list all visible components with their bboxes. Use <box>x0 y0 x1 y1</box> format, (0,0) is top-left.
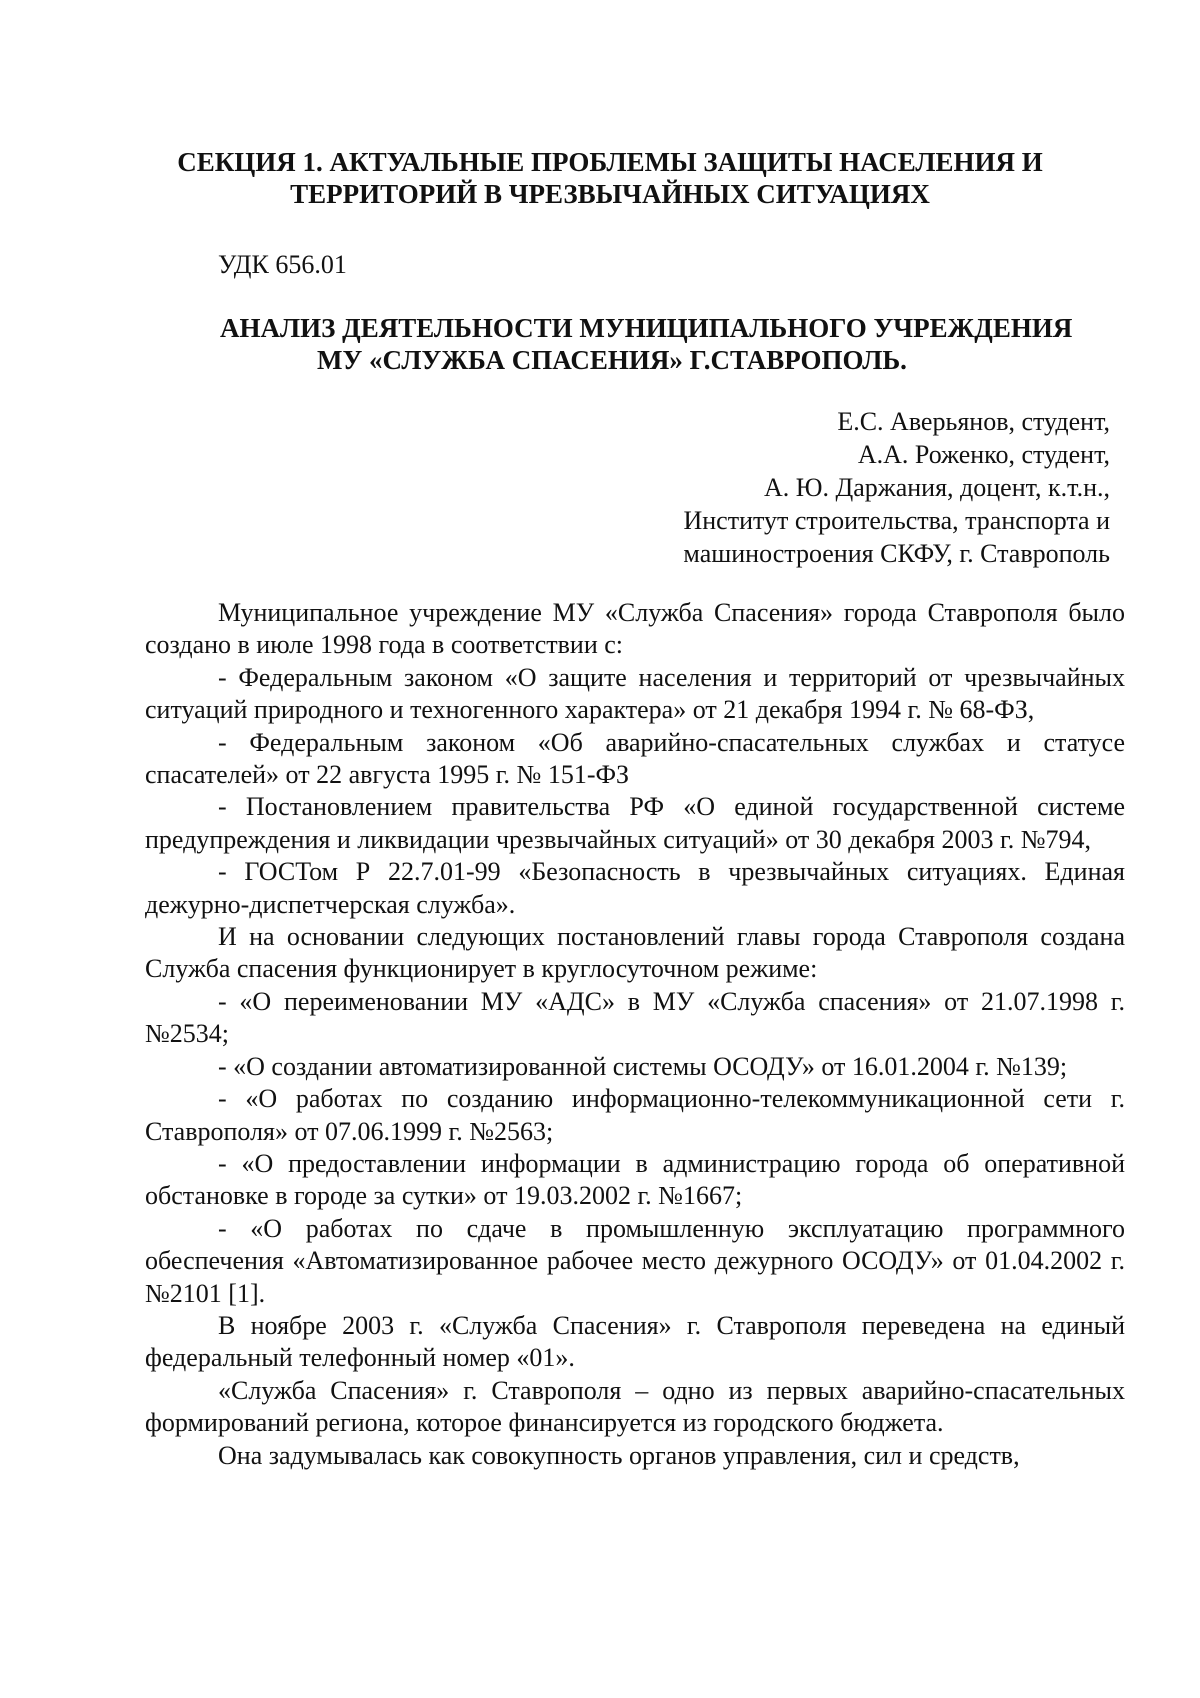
authors-block <box>683 405 1110 570</box>
article-title <box>145 312 1145 376</box>
list-item: - «О создании автоматизированной системы ОСОДУ» от 16.01.2004 г. №139; <box>218 1051 1068 1081</box>
list-item: - Федеральным законом «О защите населения и территорий от чрезвычайных ситуаций природного и техногенного характера» от 21 декабря 1994 г. № 68-ФЗ, <box>145 662 1125 725</box>
paragraph: «Служба Спасения» г. Ставрополя – одно из первых аварийно-спасательных формирований региона, которое финансируется из городского бюджета. <box>145 1375 1125 1438</box>
affiliation-line: Институт строительства, транспорта и <box>683 506 1110 535</box>
paragraph: И на основании следующих постановлений главы города Ставрополя создана Служба спасения функционирует в круглосуточном режиме: <box>145 922 1125 984</box>
list-item: - ГОСТом Р 22.7.01-99 «Безопасность в чрезвычайных ситуациях. Единая дежурно-диспетчерская служба». <box>145 857 1125 919</box>
paragraph: Она задумывалась как совокупность органов управления, сил и средств, <box>218 1440 1020 1470</box>
paragraph: В ноябре 2003 г. «Служба Спасения» г. Ставрополя переведена на единый федеральный телефонный номер «01». <box>145 1310 1125 1373</box>
body-text <box>145 597 1125 1472</box>
section-title: СЕКЦИЯ 1. АКТУАЛЬНЫЕ ПРОБЛЕМЫ ЗАЩИТЫ НАСЕЛЕНИЯ И ТЕРРИТОРИЙ В ЧРЕЗВЫЧАЙНЫХ СИТУАЦИЯХ <box>177 147 1043 209</box>
article-title-line-1: АНАЛИЗ ДЕЯТЕЛЬНОСТИ МУНИЦИПАЛЬНОГО УЧРЕЖДЕНИЯ <box>220 313 1073 343</box>
article-title-line-2: МУ «СЛУЖБА СПАСЕНИЯ» Г.СТАВРОПОЛЬ. <box>317 345 907 375</box>
udk-code: УДК 656.01 <box>218 250 347 279</box>
author-line: Е.С. Аверьянов, студент, <box>837 407 1110 436</box>
author-line: А. Ю. Даржания, доцент, к.т.н., <box>763 473 1110 502</box>
list-item: - «О работах по сдаче в промышленную эксплуатацию программного обеспечения «Автоматизированное рабочее место дежурного ОСОДУ» от 01.04.2002 г. №2101 [1]. <box>145 1213 1125 1308</box>
list-item: - Федеральным законом «Об аварийно-спасательных службах и статусе спасателей» от 22 августа 1995 г. № 151-ФЗ <box>145 727 1125 790</box>
paragraph: Муниципальное учреждение МУ «Служба Спасения» города Ставрополя было создано в июле 1998 года в соответствии с: <box>145 598 1125 660</box>
list-item: - «О переименовании МУ «АДС» в МУ «Служба спасения» от 21.07.1998 г. №2534; <box>145 986 1125 1049</box>
list-item: - «О предоставлении информации в администрацию города об оперативной обстановке в городе за сутки» от 19.03.2002 г. №1667; <box>145 1148 1125 1211</box>
author-line: А.А. Роженко, студент, <box>857 440 1110 469</box>
list-item: - «О работах по созданию информационно-телекоммуникационной сети г. Ставрополя» от 07.06.1999 г. №2563; <box>145 1084 1125 1146</box>
affiliation-line: машиностроения СКФУ, г. Ставрополь <box>683 539 1110 568</box>
list-item: - Постановлением правительства РФ «О единой государственной системе предупреждения и ликвидации чрезвычайных ситуаций» от 30 декабря 2003 г. №794, <box>145 792 1125 854</box>
